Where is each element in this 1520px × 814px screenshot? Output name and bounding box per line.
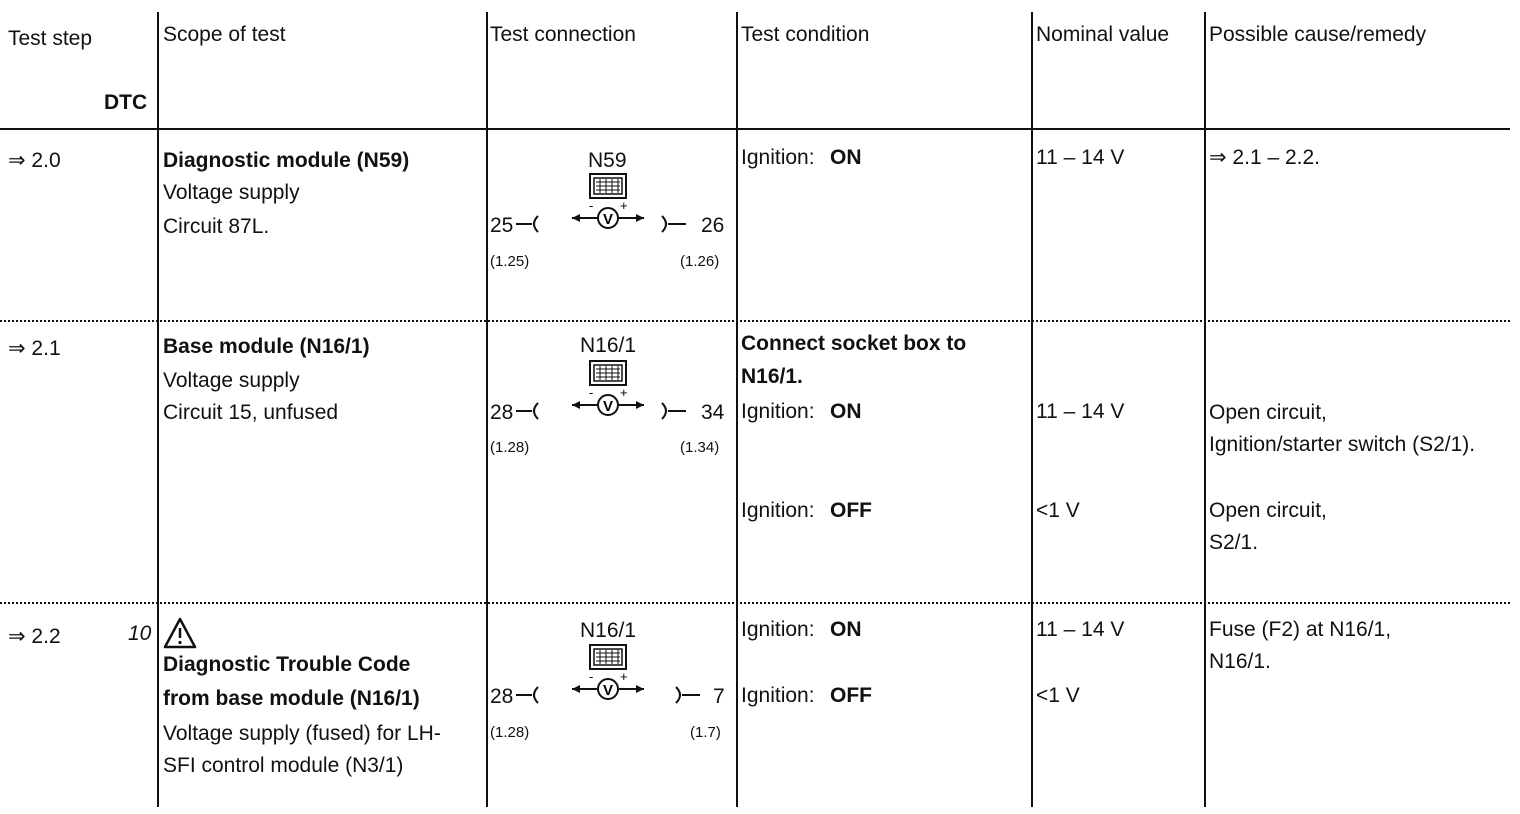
left-pin: 28 [490, 401, 514, 424]
nominal-value: 11 – 14 V [1036, 146, 1125, 169]
condition-value: ON [830, 146, 862, 169]
right-pin: 7 [713, 685, 725, 708]
condition-label: Ignition: [741, 146, 815, 169]
module-label: N16/1 [580, 619, 637, 642]
condition-value: ON [830, 618, 862, 641]
pre-condition: Connect socket box to [741, 332, 967, 355]
condition-label: Ignition: [741, 499, 815, 522]
header-remedy: Possible cause/remedy [1209, 23, 1427, 46]
condition-label: Ignition: [741, 618, 815, 641]
header-rule [0, 128, 1510, 130]
remedy-text: Fuse (F2) at N16/1, [1209, 618, 1392, 641]
column-divider [1204, 12, 1206, 807]
scope-line: Circuit 87L. [163, 215, 270, 238]
warning-triangle-icon [163, 617, 197, 649]
left-ref: (1.25) [490, 253, 530, 270]
remedy-text: Ignition/starter switch (S2/1). [1209, 433, 1476, 456]
remedy-text: N16/1. [1209, 650, 1271, 673]
condition-value: OFF [830, 684, 872, 707]
scope-line: Voltage supply [163, 369, 300, 392]
svg-text:-: - [589, 669, 594, 684]
row-divider [0, 602, 1510, 604]
voltmeter-icon [516, 172, 700, 242]
left-pin: 25 [490, 214, 514, 237]
test-step: ⇒ 2.1 [8, 337, 61, 360]
remedy-text: ⇒ 2.1 – 2.2. [1209, 146, 1320, 169]
scope-title: Base module (N16/1) [163, 335, 370, 358]
voltmeter-icon [516, 643, 700, 713]
remedy-text: Open circuit, [1209, 401, 1327, 424]
remedy-text: S2/1. [1209, 531, 1259, 554]
column-divider [157, 12, 159, 807]
scope-line: SFI control module (N3/1) [163, 754, 404, 777]
left-pin: 28 [490, 685, 514, 708]
svg-text:V: V [603, 682, 614, 699]
module-label: N16/1 [580, 334, 637, 357]
pre-condition: N16/1. [741, 365, 803, 388]
header-nominal: Nominal value [1036, 23, 1170, 46]
svg-text:+: + [620, 385, 628, 400]
row-divider [0, 320, 1510, 322]
scope-title: Diagnostic Trouble Code [163, 653, 411, 676]
test-step: ⇒ 2.2 [8, 625, 61, 648]
condition-value: OFF [830, 499, 872, 522]
nominal-value: 11 – 14 V [1036, 400, 1125, 423]
right-pin: 26 [701, 214, 725, 237]
header-test-step: Test step [8, 27, 93, 50]
right-ref: (1.7) [690, 724, 721, 741]
nominal-value: <1 V [1036, 684, 1080, 707]
dtc-code: 10 [128, 622, 152, 645]
svg-text:V: V [603, 398, 614, 415]
voltmeter-icon [516, 359, 700, 429]
svg-text:-: - [589, 198, 594, 213]
header-connection: Test connection [490, 23, 636, 46]
column-divider [1031, 12, 1033, 807]
svg-text:+: + [620, 198, 628, 213]
left-ref: (1.28) [490, 439, 530, 456]
condition-label: Ignition: [741, 684, 815, 707]
column-divider [736, 12, 738, 807]
nominal-value: <1 V [1036, 499, 1080, 522]
scope-title: from base module (N16/1) [163, 687, 420, 710]
remedy-text: Open circuit, [1209, 499, 1327, 522]
test-step: ⇒ 2.0 [8, 149, 61, 172]
column-divider [486, 12, 488, 807]
right-pin: 34 [701, 401, 725, 424]
nominal-value: 11 – 14 V [1036, 618, 1125, 641]
scope-title: Diagnostic module (N59) [163, 149, 410, 172]
condition-label: Ignition: [741, 400, 815, 423]
right-ref: (1.34) [680, 439, 720, 456]
svg-text:+: + [620, 669, 628, 684]
scope-line: Voltage supply (fused) for LH- [163, 722, 441, 745]
module-label: N59 [588, 149, 627, 172]
header-dtc: DTC [104, 91, 148, 114]
left-ref: (1.28) [490, 724, 530, 741]
right-ref: (1.26) [680, 253, 720, 270]
svg-text:-: - [589, 385, 594, 400]
svg-text:V: V [603, 211, 614, 228]
header-condition: Test condition [741, 23, 870, 46]
scope-line: Circuit 15, unfused [163, 401, 339, 424]
condition-value: ON [830, 400, 862, 423]
scope-line: Voltage supply [163, 181, 300, 204]
header-scope: Scope of test [163, 23, 286, 46]
